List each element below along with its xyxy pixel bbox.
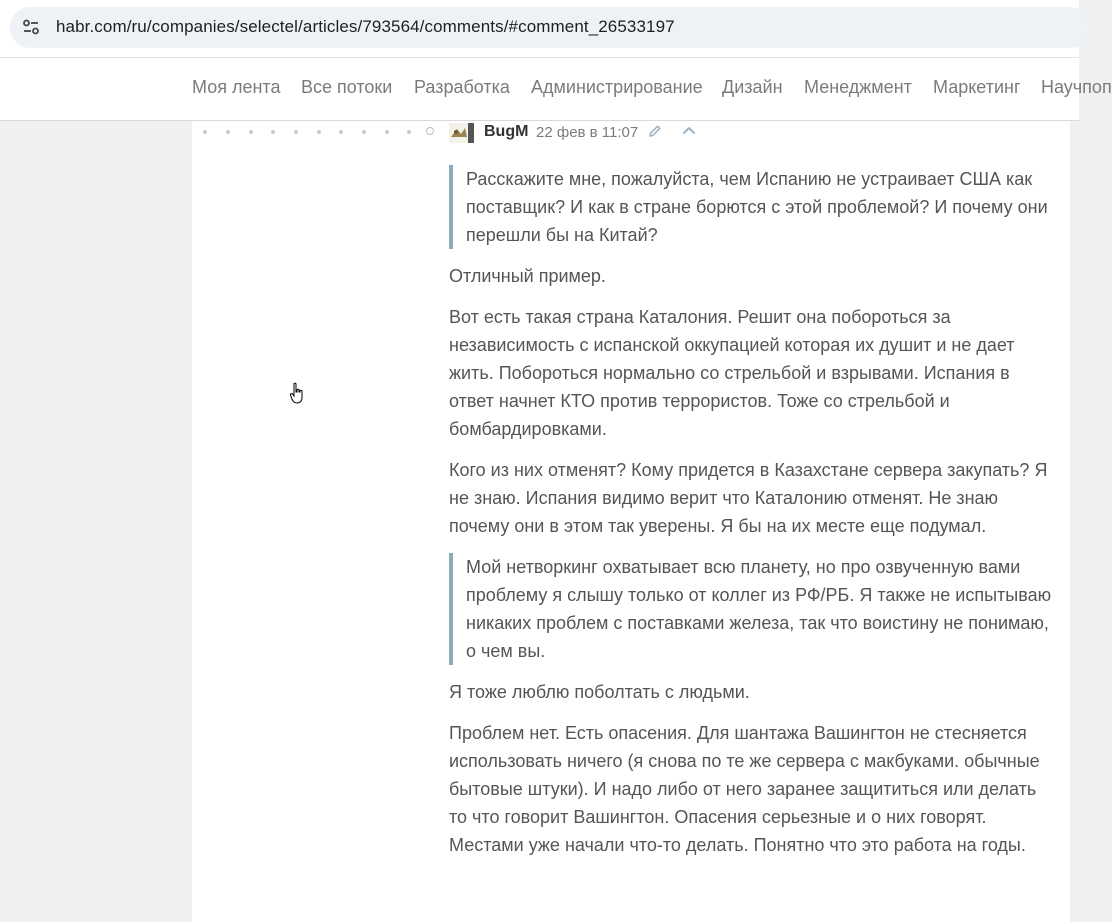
browser-toolbar <box>0 0 1079 58</box>
hubs-nav <box>0 58 1112 121</box>
nav-item-all-streams[interactable]: Все потоки <box>301 77 393 97</box>
thread-indent-dot <box>294 130 298 134</box>
thread-indent-dot <box>226 130 230 134</box>
url-text[interactable]: habr.com/ru/companies/selectel/articles/793564/comments/#comment_26533197 <box>56 17 675 36</box>
nav-item-my-feed[interactable]: Моя лента <box>192 77 281 97</box>
thread-indent-dot <box>203 130 207 134</box>
comment-paragraph: Проблем нет. Есть опасения. Для шантажа Вашингтон не стесняется использовать ничего (я снова по те же сервера с макбуками. обычные бытовые штуки). И надо либо от него заранее защититься или делать то что говорит Вашингтон. Опасения серьезные и о них говорят. Местами уже начали что-то делать. Понятно что это работа на годы. <box>449 723 1040 855</box>
nav-item-design[interactable]: Дизайн <box>722 77 783 97</box>
nav-item-marketing[interactable]: Маркетинг <box>933 77 1021 97</box>
chevron-up-icon[interactable] <box>682 124 696 136</box>
comments-panel <box>192 121 1070 922</box>
comment-body <box>449 165 1052 872</box>
thread-indent-dot <box>249 130 253 134</box>
comment-paragraph: Я тоже люблю поболтать с людьми. <box>449 682 750 702</box>
thread-indent-dot <box>385 130 389 134</box>
nav-item-administration[interactable]: Администрирование <box>531 77 703 97</box>
blockquote: Мой нетворкинг охватывает всю планету, но про озвученную вами проблему я слышу только от коллег из РФ/РБ. Я также не испытываю никаких проблем с поставками железа, так что воистину не понимаю, о чем вы. <box>449 553 1052 665</box>
comment-author[interactable]: BugM <box>484 123 529 140</box>
thread-indent-dot <box>362 130 366 134</box>
author-avatar[interactable] <box>449 123 474 143</box>
nav-item-development[interactable]: Разработка <box>414 77 510 97</box>
pencil-icon[interactable] <box>648 124 662 138</box>
blockquote: Расскажите мне, пожалуйста, чем Испанию не устраивает США как поставщик? И как в стране борются с этой проблемой? И почему они перешли бы на Китай? <box>449 165 1052 249</box>
thread-indent-dot <box>271 130 275 134</box>
comment-paragraph: Кого из них отменят? Кому придется в Казахстане сервера закупать? Я не знаю. Испания видимо верит что Каталонию отменят. Не знаю почему они в этом так уверены. Я бы на их месте еще подумал. <box>449 460 1048 536</box>
nav-item-popsci[interactable]: Научпоп <box>1041 77 1112 97</box>
thread-indent-dot <box>407 130 411 134</box>
hand-cursor-icon <box>290 382 304 404</box>
site-settings-icon[interactable] <box>22 18 40 36</box>
comment-paragraph: Вот есть такая страна Каталония. Решит она побороться за независимость с испанской оккупацией которая их душит и не дает жить. Побороться нормально со стрельбой и взрывами. Испания в ответ начнет КТО против террористов. Тоже со стрельбой и бомбардировками. <box>449 307 1015 439</box>
thread-indent-dot <box>317 130 321 134</box>
thread-indent-dot <box>339 130 343 134</box>
nav-item-management[interactable]: Менеджмент <box>804 77 912 97</box>
thread-current-indicator[interactable] <box>426 127 434 135</box>
comment-time[interactable]: 22 фев в 11:07 <box>536 124 639 141</box>
comment-paragraph: Отличный пример. <box>449 266 606 286</box>
